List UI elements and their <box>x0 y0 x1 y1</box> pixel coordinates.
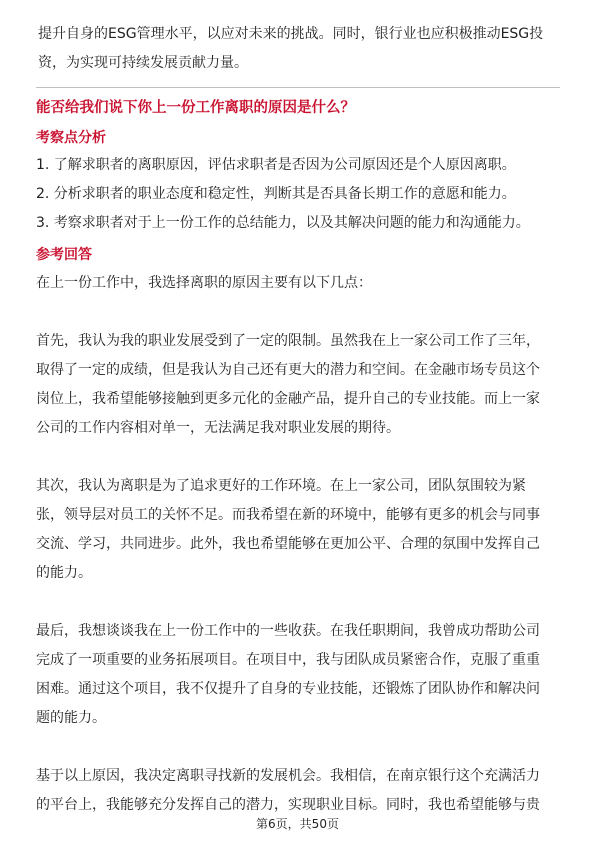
answer-paragraph-1-line-4: 公司的工作内容相对单一，无法满足我对职业发展的期待。 <box>36 420 400 436</box>
answer-paragraph-3-line-1: 最后，我想谈谈我在上一份工作中的一些收获。在我任职期间，我曾成功帮助公司 <box>36 623 540 639</box>
question-heading: 能否给我们说下你上一份工作离职的原因是什么？ <box>36 100 355 116</box>
answer-paragraph-2-line-3: 交流、学习，共同进步。此外，我也希望能够在更加公平、合理的氛围中发挥自己 <box>36 536 540 552</box>
page-number: 第6页，共50页 <box>256 817 339 831</box>
section-divider <box>36 87 560 88</box>
analysis-point-2: 2. 分析求职者的职业态度和稳定性，判断其是否具备长期工作的意愿和能力。 <box>36 186 516 202</box>
answer-paragraph-1-line-1: 首先，我认为我的职业发展受到了一定的限制。虽然我在上一家公司工作了三年， <box>36 333 540 349</box>
answer-paragraph-1-line-3: 岗位上，我希望能够接触到更多元化的金融产品，提升自己的专业技能。而上一家 <box>36 391 540 407</box>
answer-paragraph-2-line-2: 张，领导层对员工的关怀不足。而我希望在新的环境中，能够有更多的机会与同事 <box>36 507 540 523</box>
answer-paragraph-1-line-2: 取得了一定的成绩，但是我认为自己还有更大的潜力和空间。在金融市场专员这个 <box>36 362 540 378</box>
answer-heading: 参考回答 <box>36 247 92 263</box>
answer-opening: 在上一份工作中，我选择离职的原因主要有以下几点： <box>36 275 372 291</box>
answer-paragraph-2-line-4: 的能力。 <box>36 565 92 581</box>
analysis-point-1: 1. 了解求职者的离职原因，评估求职者是否因为公司原因还是个人原因离职。 <box>36 157 516 173</box>
intro-line-1: 提升自身的ESG管理水平，以应对未来的挑战。同时，银行业也应积极推动ESG投 <box>38 26 544 42</box>
answer-paragraph-3-line-4: 题的能力。 <box>36 710 106 726</box>
answer-paragraph-2-line-1: 其次，我认为离职是为了追求更好的工作环境。在上一家公司，团队氛围较为紧 <box>36 478 526 494</box>
answer-paragraph-3-line-3: 困难。通过这个项目，我不仅提升了自身的专业技能，还锻炼了团队协作和解决问 <box>36 681 540 697</box>
intro-line-2: 资，为实现可持续发展贡献力量。 <box>38 55 248 71</box>
answer-paragraph-4-line-2: 的平台上，我能够充分发挥自己的潜力，实现职业目标。同时，我也希望能够与贵 <box>36 797 540 813</box>
answer-paragraph-4-line-1: 基于以上原因，我决定离职寻找新的发展机会。我相信，在南京银行这个充满活力 <box>36 768 540 784</box>
analysis-point-3: 3. 考察求职者对于上一份工作的总结能力，以及其解决问题的能力和沟通能力。 <box>36 215 530 231</box>
analysis-heading: 考察点分析 <box>36 130 106 146</box>
answer-paragraph-3-line-2: 完成了一项重要的业务拓展项目。在项目中，我与团队成员紧密合作，克服了重重 <box>36 652 540 668</box>
